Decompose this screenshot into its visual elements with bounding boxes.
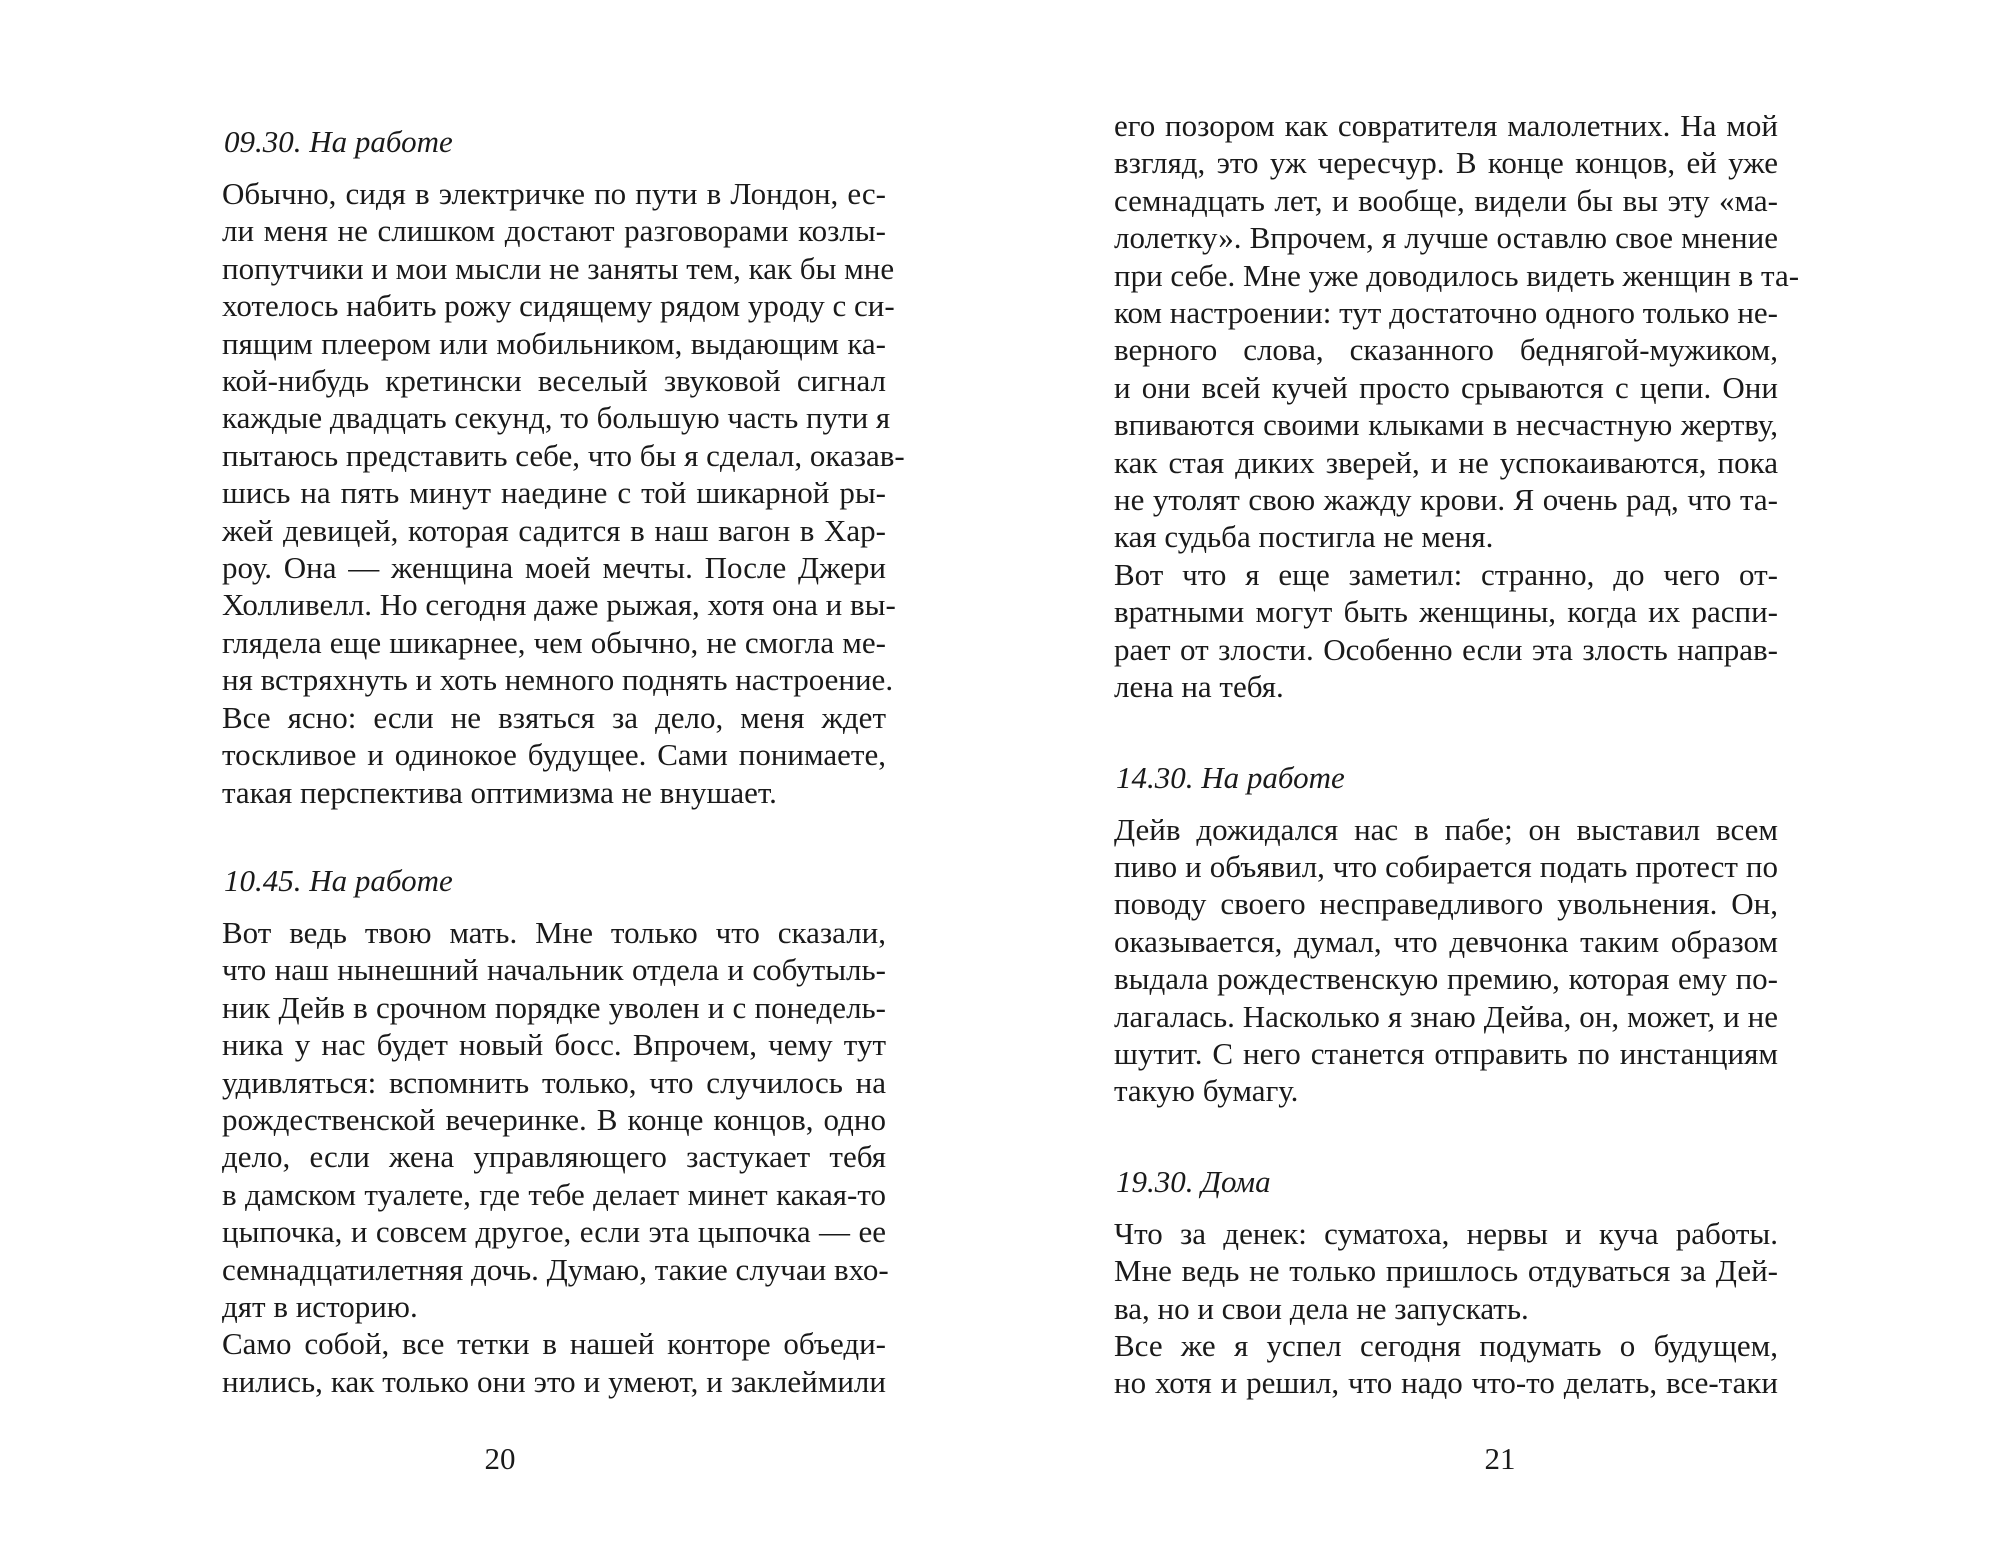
text-line: ня встряхнуть и хоть немного поднять настроение.: [222, 662, 894, 698]
text-line: попутчики и мои мысли не заняты тем, как бы мне: [222, 250, 895, 286]
entry-heading: 14.30. На работе: [1116, 759, 1345, 795]
text-line: Все ясно: если не взяться за дело, меня ждет: [222, 699, 886, 735]
text-line: рождественской вечеринке. В конце концов, одно: [222, 1101, 886, 1137]
text-line: при себе. Мне уже доводилось видеть женщин в та-: [1114, 257, 1800, 293]
text-line: впиваются своими клыками в несчастную жертву,: [1114, 407, 1778, 443]
text-line: Само собой, все тетки в нашей конторе объеди-: [222, 1326, 886, 1362]
text-line: такую бумагу.: [1114, 1073, 1299, 1109]
text-line: каждые двадцать секунд, то большую часть пути я: [222, 400, 891, 436]
text-block: [1114, 107, 1800, 706]
text-line: цыпочка, и совсем другое, если эта цыпочка — ее: [222, 1214, 886, 1250]
text-line: кой-нибудь кретински веселый звуковой сигнал: [222, 363, 886, 399]
text-line: как стая диких зверей, и не успокаиваются, пока: [1114, 444, 1778, 480]
text-line: жей девицей, которая садится в наш вагон в Хар-: [222, 512, 886, 548]
text-line: оказывается, думал, что девчонка таким образом: [1114, 923, 1778, 959]
text-line: удивляться: вспомнить только, что случилось на: [222, 1064, 886, 1100]
text-block: [1114, 811, 1778, 1110]
text-line: пящим плеером или мобильником, выдающим ка-: [222, 325, 886, 361]
text-line: рает от злости. Особенно если эта злость направ-: [1114, 631, 1778, 667]
text-line: что наш нынешний начальник отдела и собутыль-: [222, 952, 886, 988]
text-line: но хотя и решил, что надо что-то делать, все-таки: [1114, 1365, 1778, 1401]
text-line: лена на тебя.: [1114, 669, 1284, 705]
text-line: выдала рождественскую премию, которая ему по-: [1114, 961, 1778, 997]
entry-heading: 10.45. На работе: [224, 862, 453, 898]
text-line: поводу своего несправедливого увольнения. Он,: [1114, 886, 1778, 922]
text-line: Обычно, сидя в электричке по пути в Лондон, ес-: [222, 176, 886, 211]
text-block: [1114, 1215, 1778, 1402]
text-line: нились, как только они это и умеют, и заклеймили: [222, 1363, 886, 1399]
right-page-text: [1114, 107, 1800, 1402]
text-line: роу. Она — женщина моей мечты. После Джери: [222, 550, 886, 586]
right-page: [1000, 0, 2000, 1542]
text-line: Холливелл. Но сегодня даже рыжая, хотя она и вы-: [222, 587, 896, 623]
page-number-left: 20: [484, 1441, 516, 1476]
left-page-text: [222, 120, 905, 1400]
text-line: семнадцать лет, и вообще, видели бы вы эту «ма-: [1114, 182, 1778, 218]
text-line: шутит. С него станется отправить по инстанциям: [1114, 1035, 1778, 1071]
text-line: лолетку». Впрочем, я лучше оставлю свое мнение: [1114, 220, 1778, 256]
text-line: Вот что я еще заметил: странно, до чего от-: [1114, 556, 1778, 592]
text-line: Вот ведь твою мать. Мне только что сказали,: [222, 914, 886, 950]
text-line: семнадцатилетняя дочь. Думаю, такие случаи вхо-: [222, 1251, 889, 1287]
text-line: его позором как совратителя малолетних. На мой: [1114, 108, 1778, 143]
text-line: глядела еще шикарнее, чем обычно, не смогла ме-: [222, 624, 886, 660]
text-line: шись на пять минут наедине с той шикарной ры-: [222, 475, 886, 511]
text-line: ком настроении: тут достаточно одного только не-: [1114, 295, 1778, 331]
text-line: в дамском туалете, где тебе делает минет какая-то: [222, 1176, 886, 1212]
text-line: не утолят свою жажду крови. Я очень рад, что та-: [1114, 482, 1778, 518]
text-block: [222, 914, 889, 1400]
page-number-right: 21: [1484, 1441, 1516, 1476]
entry-heading: 19.30. Дома: [1116, 1163, 1271, 1199]
text-line: Дейв дожидался нас в пабе; он выставил всем: [1114, 811, 1778, 847]
text-line: и они всей кучей просто срываются с цепи. Они: [1114, 369, 1778, 405]
text-line: пытаюсь представить себе, что бы я сделал, оказав-: [222, 437, 905, 473]
text-line: кая судьба постигла не меня.: [1114, 519, 1494, 555]
text-line: взгляд, это уж чересчур. В конце концов, ей уже: [1114, 145, 1778, 181]
text-line: Мне ведь не только пришлось отдуваться за Дей-: [1114, 1253, 1778, 1289]
text-line: хотелось набить рожу сидящему рядом уроду с си-: [222, 288, 895, 324]
text-line: Что за денек: суматоха, нервы и куча работы.: [1114, 1215, 1778, 1251]
text-line: ник Дейв в срочном порядке уволен и с понедель-: [222, 989, 886, 1025]
text-line: ника у нас будет новый босс. Впрочем, чему тут: [222, 1027, 886, 1063]
text-line: пиво и объявил, что собирается подать протест по: [1114, 848, 1778, 884]
text-line: верного слова, сказанного беднягой-мужиком,: [1114, 332, 1778, 368]
text-line: вратными могут быть женщины, когда их распи-: [1114, 594, 1778, 630]
text-line: ли меня не слишком достают разговорами козлы-: [222, 213, 886, 249]
text-line: такая перспектива оптимизма не внушает.: [222, 774, 777, 810]
text-line: ва, но и свои дела не запускать.: [1114, 1290, 1529, 1326]
text-line: тоскливое и одинокое будущее. Сами понимаете,: [222, 737, 886, 773]
text-line: дело, если жена управляющего застукает тебя: [222, 1139, 886, 1175]
text-line: дят в историю.: [222, 1288, 418, 1324]
text-block: [222, 175, 905, 811]
entry-heading: 09.30. На работе: [224, 124, 453, 159]
text-line: лагалась. Насколько я знаю Дейва, он, может, и не: [1114, 998, 1778, 1034]
text-line: Все же я успел сегодня подумать о будущем,: [1114, 1327, 1778, 1363]
